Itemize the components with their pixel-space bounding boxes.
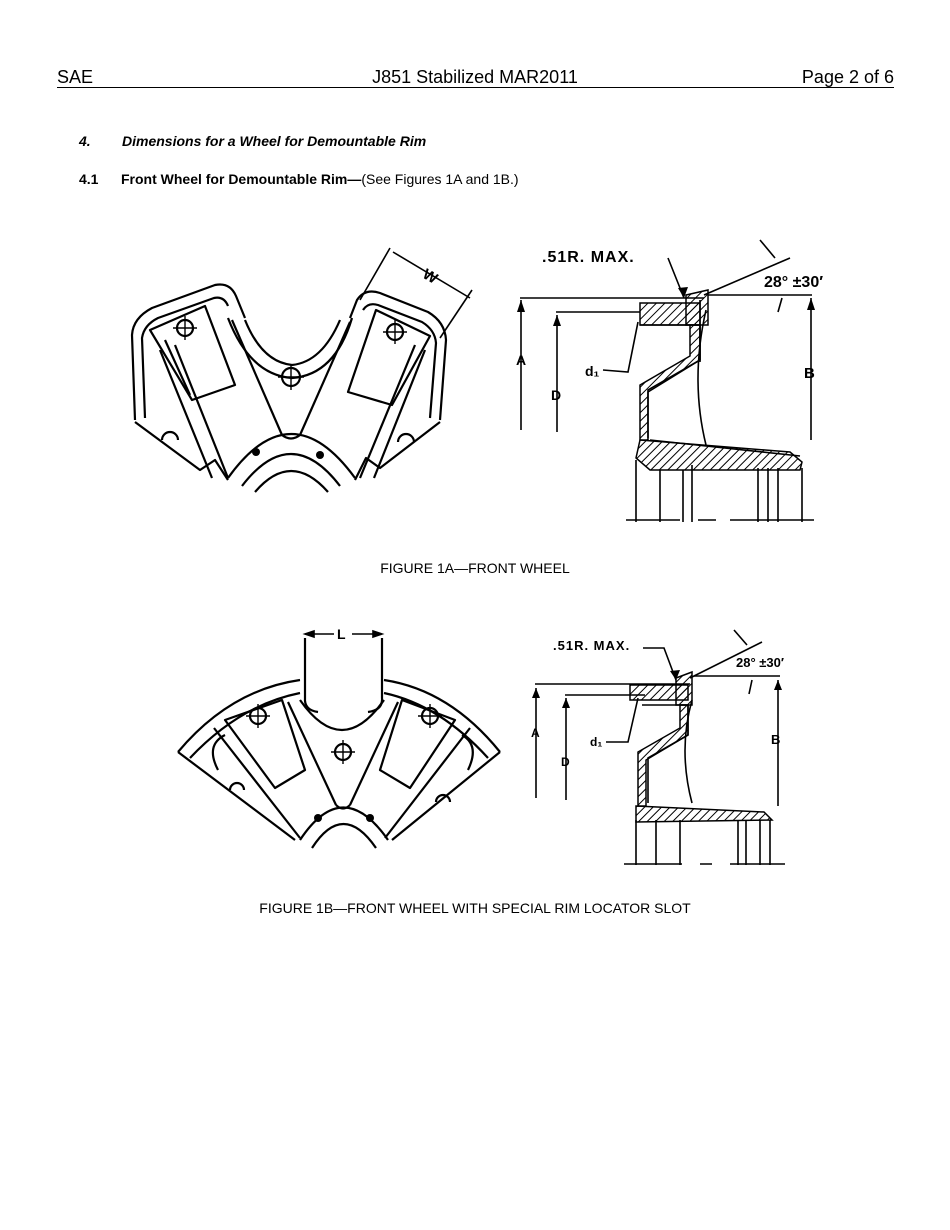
figure-1a-label-d1: d₁ bbox=[585, 363, 600, 379]
figure-1b-label-d: D bbox=[561, 755, 570, 769]
figure-1a-caption: FIGURE 1A—FRONT WHEEL bbox=[380, 560, 570, 576]
figure-1a-label-w: W bbox=[419, 265, 441, 288]
figure-1b-label-radius: .51R. MAX. bbox=[553, 638, 631, 653]
figure-1b-caption: FIGURE 1B—FRONT WHEEL WITH SPECIAL RIM LOCATOR SLOT bbox=[259, 900, 691, 916]
figure-1b-label-a: A bbox=[531, 726, 540, 740]
figure-1a-label-angle: 28° ±30′ bbox=[764, 274, 824, 291]
header-page-number: Page 2 of 6 bbox=[801, 67, 894, 87]
header-org: SAE bbox=[57, 67, 94, 87]
figure-1a-label-radius: .51R. MAX. bbox=[542, 249, 635, 266]
header-rule bbox=[57, 87, 894, 88]
figure-1b-label-d1: d₁ bbox=[590, 735, 603, 749]
figure-1a-label-a: A bbox=[516, 352, 527, 368]
figure-1a-label-b: B bbox=[804, 365, 815, 382]
figure-1a-wheel-view bbox=[125, 235, 485, 500]
section-4-number: 4. bbox=[79, 133, 91, 149]
figure-1a-section-view bbox=[510, 235, 840, 530]
figure-1b-label-b: B bbox=[771, 732, 781, 747]
figure-1a-label-d: D bbox=[551, 387, 562, 403]
figure-1b-label-l: L bbox=[337, 626, 346, 642]
section-4-1-title: Front Wheel for Demountable Rim— bbox=[121, 171, 362, 187]
section-4-1-heading bbox=[79, 170, 519, 188]
section-4-1-number: 4.1 bbox=[79, 171, 99, 187]
section-4-heading bbox=[79, 132, 426, 150]
section-4-title: Dimensions for a Wheel for Demountable Rim bbox=[122, 133, 427, 149]
figure-1b-wheel-view bbox=[170, 625, 500, 860]
header-doc-id: J851 Stabilized MAR2011 bbox=[372, 67, 578, 87]
figure-1b-label-angle: 28° ±30′ bbox=[736, 655, 784, 670]
figure-1b-section-view bbox=[530, 625, 820, 870]
section-4-1-note: (See Figures 1A and 1B.) bbox=[361, 171, 519, 187]
